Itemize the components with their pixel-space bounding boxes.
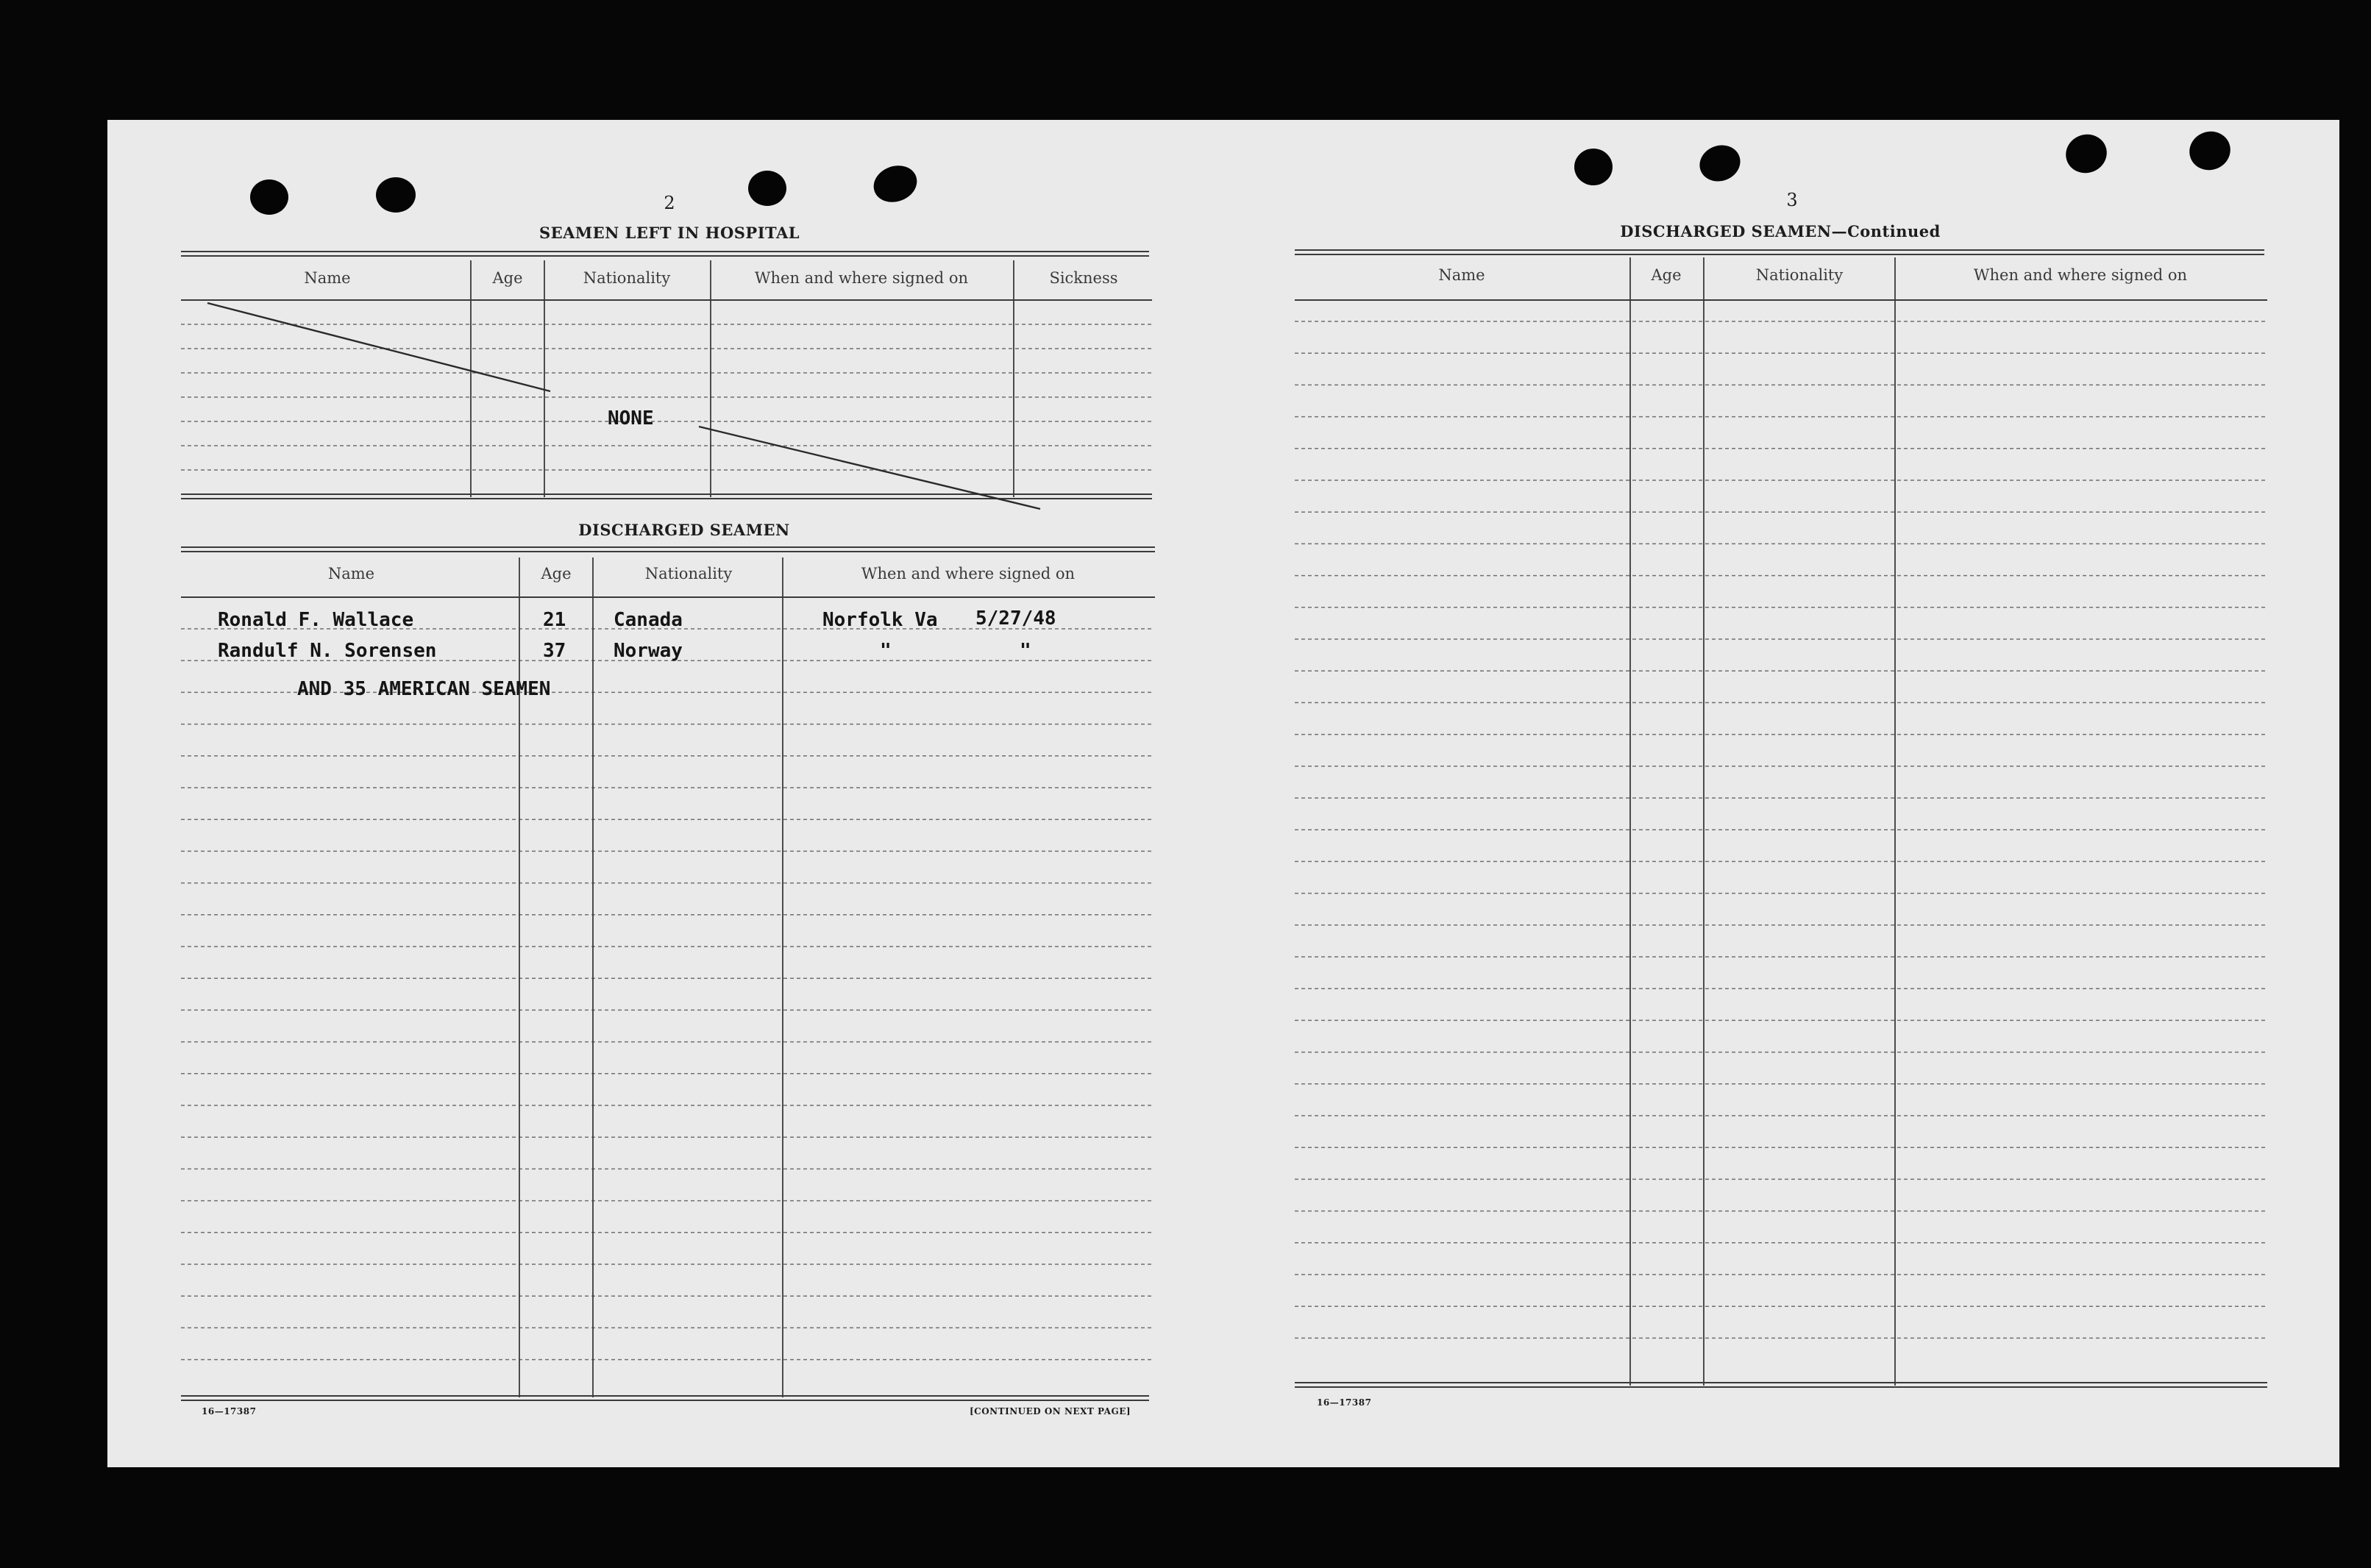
- hospital-col-name: Name: [304, 269, 351, 287]
- hospital-col-nationality: Nationality: [583, 269, 671, 287]
- hospital-col-sickness: Sickness: [1049, 269, 1118, 287]
- seaman-signed-place: Norfolk Va: [822, 609, 938, 631]
- discharged-col-nationality: Nationality: [644, 565, 733, 582]
- seaman-age: 37: [543, 640, 566, 662]
- discharged-col-name: Name: [327, 565, 375, 582]
- seaman-signed-place: ": [880, 640, 892, 662]
- hospital-col-signed-on: When and where signed on: [754, 269, 969, 287]
- strike-line: [207, 303, 550, 391]
- seaman-signed-date: ": [1020, 640, 1031, 662]
- seaman-name: Randulf N. Sorensen: [218, 640, 437, 662]
- hospital-col-age: Age: [492, 269, 523, 287]
- seaman-nationality: Norway: [614, 640, 683, 662]
- continued-note: [CONTINUED ON NEXT PAGE]: [970, 1406, 1131, 1416]
- left-page-number: 2: [664, 193, 675, 213]
- seaman-name: Ronald F. Wallace: [218, 609, 414, 631]
- hospital-none-entry: NONE: [608, 407, 654, 430]
- hospital-section-title: SEAMEN LEFT IN HOSPITAL: [538, 224, 800, 242]
- right-col-signed-on: When and where signed on: [1973, 266, 2188, 284]
- right-col-nationality: Nationality: [1755, 266, 1844, 284]
- right-section-title: DISCHARGED SEAMEN—Continued: [1620, 222, 1941, 240]
- left-form-number: 16—17387: [202, 1406, 257, 1416]
- discharged-col-age: Age: [541, 565, 572, 582]
- right-form-number: 16—17387: [1317, 1397, 1372, 1408]
- seaman-signed-date: 5/27/48: [975, 607, 1056, 630]
- seaman-nationality: Canada: [614, 609, 683, 631]
- discharged-section-title: DISCHARGED SEAMEN: [578, 521, 790, 539]
- seaman-age: 21: [543, 609, 566, 631]
- right-col-name: Name: [1438, 266, 1485, 284]
- right-page-number: 3: [1786, 190, 1798, 210]
- discharged-col-signed-on: When and where signed on: [861, 565, 1076, 582]
- strike-line: [699, 427, 1040, 509]
- right-col-age: Age: [1651, 266, 1682, 284]
- american-seamen-note: AND 35 AMERICAN SEAMEN: [297, 678, 551, 700]
